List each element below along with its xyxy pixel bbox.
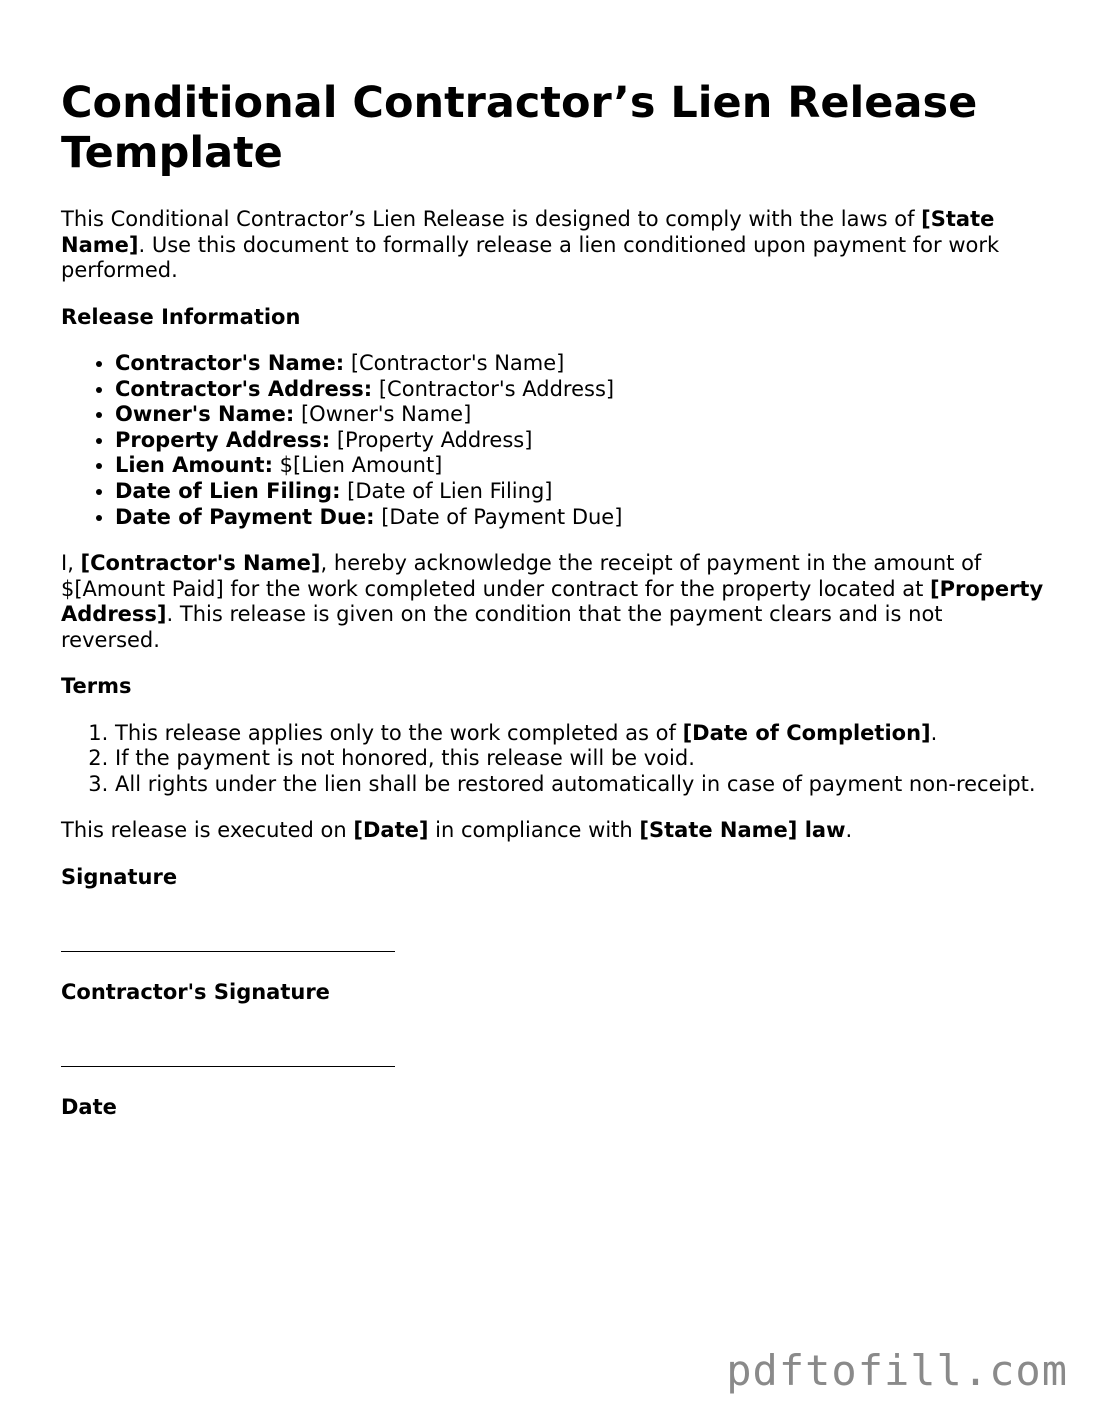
contractor-name-placeholder: [Contractor's Name] <box>80 551 321 576</box>
intro-text-1: This Conditional Contractor’s Lien Release is designed to comply with the laws of <box>61 207 922 231</box>
terms-list <box>61 721 1046 798</box>
field-value: [Owner's Name] <box>294 402 472 427</box>
list-item <box>115 772 1046 798</box>
term-text: This release applies only to the work completed as of <box>115 720 683 745</box>
list-item <box>115 721 1046 747</box>
field-value: [Contractor's Name] <box>344 351 565 375</box>
field-label: Lien Amount: <box>115 453 273 478</box>
list-item <box>115 453 1046 479</box>
watermark: pdftofill.com <box>726 1346 1068 1395</box>
date-placeholder: [Date] <box>353 818 429 843</box>
document-page <box>61 78 1046 1141</box>
date-label: Date <box>61 1094 117 1119</box>
ack-text-1: I, <box>61 551 81 576</box>
field-label: Property Address: <box>115 427 331 452</box>
list-item <box>115 377 1046 403</box>
field-value: $[Lien Amount] <box>272 453 443 478</box>
term-text: All rights under the lien shall be restored automatically in case of payment non-receipt. <box>115 771 1036 796</box>
field-label: Owner's Name: <box>115 402 295 427</box>
exec-text-3: . <box>845 818 853 843</box>
term-text-end: . <box>930 720 938 745</box>
field-value: [Contractor's Address] <box>372 376 615 401</box>
contractor-signature-label: Contractor's Signature <box>61 979 330 1004</box>
field-label: Contractor's Name: <box>115 351 345 375</box>
term-text: If the payment is not honored, this release will be void. <box>115 746 695 771</box>
list-item <box>115 746 1046 772</box>
signature-heading: Signature <box>61 864 178 889</box>
field-value: [Date of Lien Filing] <box>340 478 553 503</box>
field-label: Date of Lien Filing: <box>115 478 341 503</box>
terms-heading: Terms <box>61 674 132 699</box>
intro-paragraph <box>61 207 1046 284</box>
property-address-placeholder: [Property Address] <box>61 576 1044 627</box>
document-title: Conditional Contractor’s Lien Release Template <box>61 78 978 178</box>
list-item <box>115 351 1046 377</box>
exec-text-2: in compliance with <box>428 818 640 843</box>
field-value: [Date of Payment Due] <box>374 504 623 529</box>
ack-text-3: . This release is given on the condition that the payment clears and is not reversed. <box>61 602 943 652</box>
list-item <box>115 428 1046 454</box>
date-signature-line[interactable] <box>61 1026 1046 1074</box>
field-value: [Property Address] <box>330 427 533 452</box>
list-item <box>115 402 1046 428</box>
contractor-signature-line[interactable] <box>61 911 1046 959</box>
execution-paragraph <box>61 818 1046 844</box>
list-item <box>115 479 1046 505</box>
release-information-heading: Release Information <box>61 304 301 329</box>
date-of-completion-placeholder: [Date of Completion] <box>682 720 931 745</box>
list-item <box>115 505 1046 531</box>
field-label: Date of Payment Due: <box>115 504 375 529</box>
acknowledgement-paragraph <box>61 551 1046 653</box>
ack-text-2: , hereby acknowledge the receipt of payment in the amount of $[Amount Paid] for the work completed under contract for the property located at <box>61 551 982 601</box>
field-label: Contractor's Address: <box>115 376 373 401</box>
intro-text-2: . Use this document to formally release a lien conditioned upon payment for work performed. <box>61 232 1000 282</box>
state-law-placeholder: [State Name] law <box>639 818 846 843</box>
exec-text-1: This release is executed on <box>61 818 354 843</box>
release-information-list <box>61 351 1046 530</box>
state-name-placeholder: [State Name] <box>61 207 995 257</box>
